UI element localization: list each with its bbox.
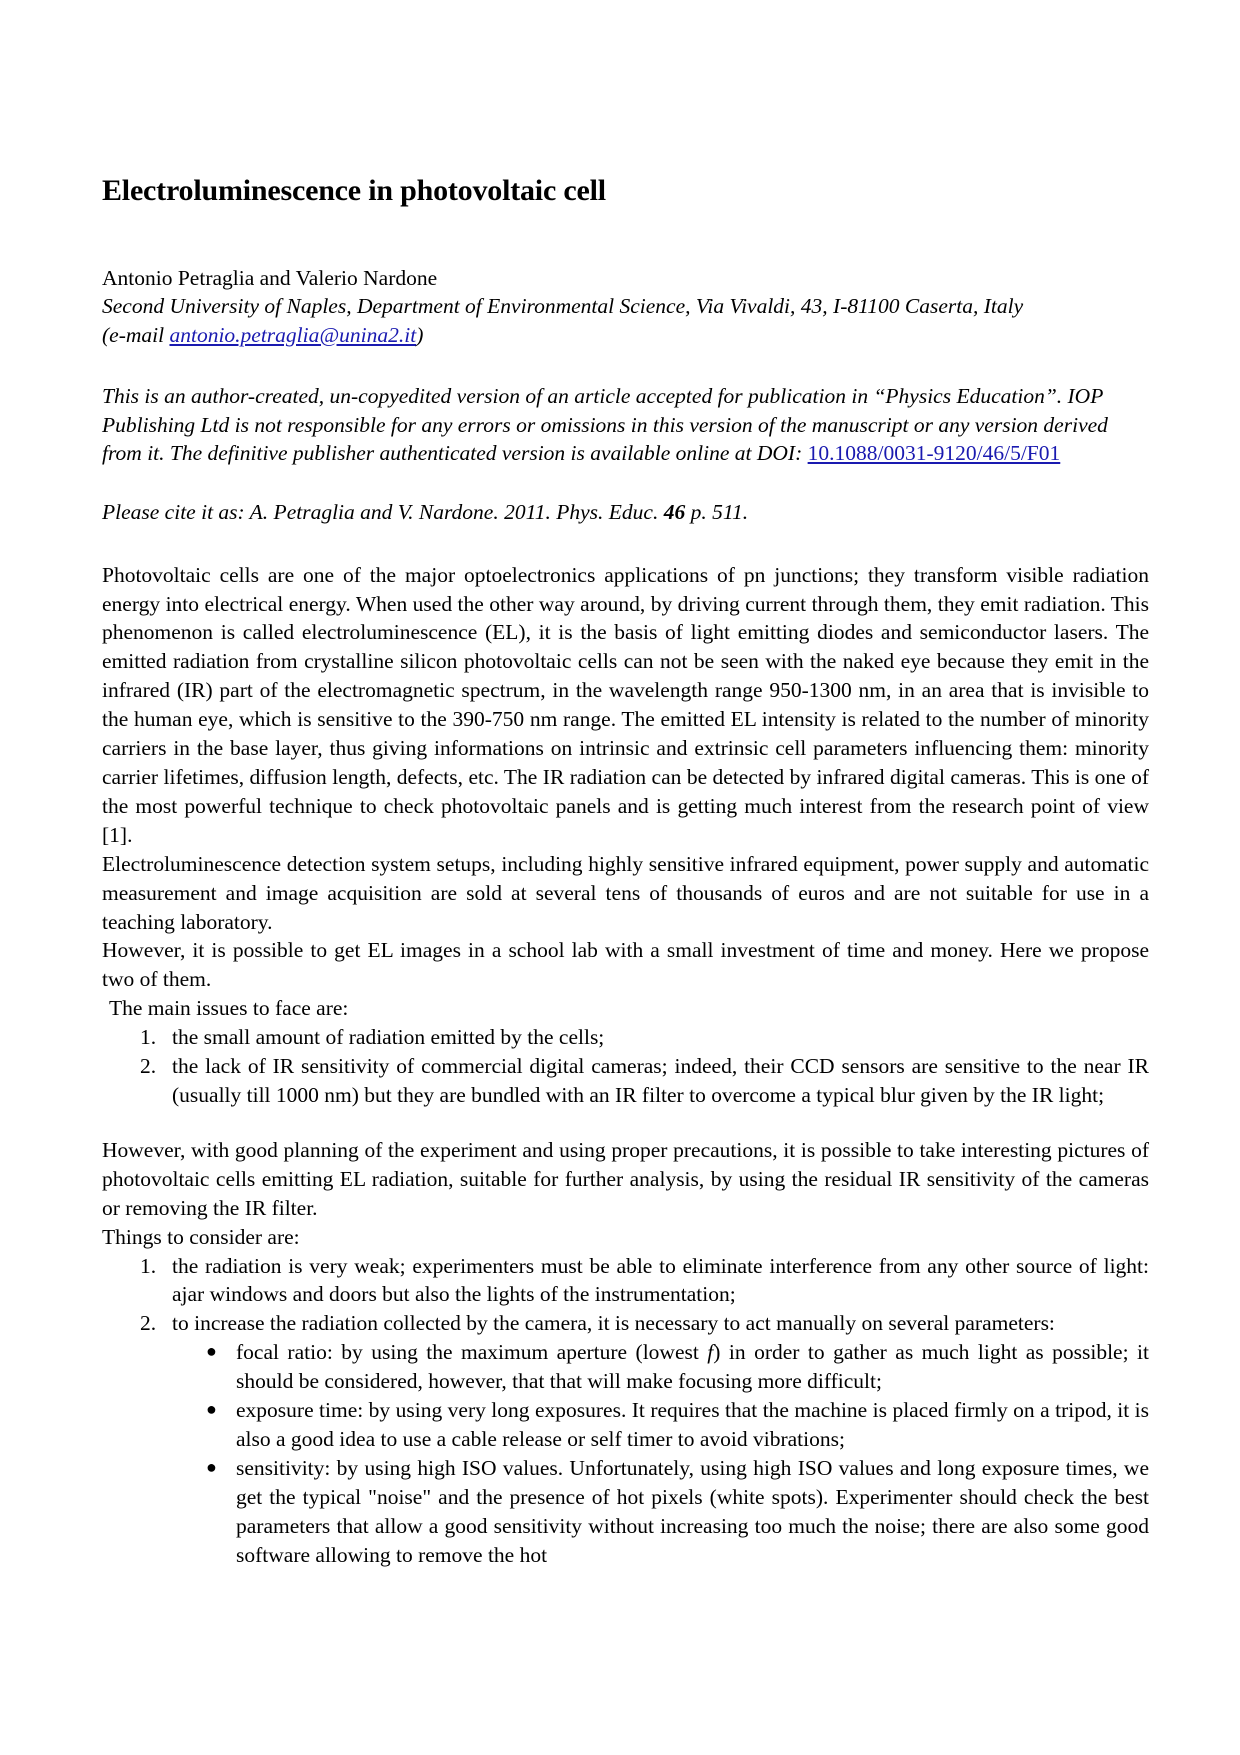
list-item (102, 1454, 1149, 1570)
list-item-text: exposure time: by using very long exposures. It requires that the machine is placed firmly on a tripod, it is also a good idea to use a cable release or self timer to avoid vibrations; (236, 1398, 1149, 1451)
publisher-disclaimer (102, 382, 1149, 468)
doi-separator: : (795, 441, 808, 466)
parameters-list (102, 1338, 1149, 1569)
bullet-icon: ● (206, 1341, 217, 1362)
citation-prefix: Please cite it as: A. Petraglia and V. Nardone. 2011. Phys. Educ. (102, 500, 664, 525)
list-marker: 1. (140, 1253, 157, 1278)
body-content (102, 561, 1149, 1570)
email-line (102, 321, 1149, 350)
list-item (102, 1338, 1149, 1396)
paragraph-school-lab: However, it is possible to get EL images in a school lab with a small investment of time and money. Here we propose two of them. (102, 938, 1149, 992)
list-item-text: sensitivity: by using high ISO values. Unfortunately, using high ISO values and long exposure times, we get the typical "noise" and the presence of hot pixels (white spots). Experimenter should check the best parameters that allow a good sensitivity without increasing too much the noise; there are also some good software allowing to remove the hot (236, 1455, 1149, 1567)
list-marker: 2. (140, 1311, 157, 1336)
considerations-list (102, 1252, 1149, 1339)
issues-list (102, 1023, 1149, 1110)
citation-suffix: p. 511. (685, 500, 749, 525)
considerations-lead-in: Things to consider are: (102, 1224, 300, 1249)
list-marker: 2. (140, 1054, 157, 1079)
list-item-text: the small amount of radiation emitted by the cells; (172, 1025, 605, 1050)
paragraph-spacer (102, 1110, 1149, 1136)
doi-link[interactable]: 10.1088/0031-9120/46/5/F01 (807, 441, 1061, 466)
email-link[interactable]: antonio.petraglia@unina2.it (169, 322, 417, 347)
affiliation: Second University of Naples, Department of Environmental Science, Via Vivaldi, 43, I-81100 Caserta, Italy (102, 294, 1024, 319)
list-item (102, 1396, 1149, 1454)
bullet-icon: ● (206, 1456, 217, 1477)
author-names: Antonio Petraglia and Valerio Nardone (102, 265, 438, 290)
email-suffix: ) (416, 322, 424, 347)
list-item (102, 1023, 1149, 1052)
page-title: Electroluminescence in photovoltaic cell (102, 174, 606, 207)
list-item-text-prefix: focal ratio: by using the maximum aperture (lowest (236, 1340, 708, 1365)
list-item (102, 1309, 1149, 1338)
bullet-icon: ● (206, 1399, 217, 1420)
email-prefix: (e-mail (102, 322, 170, 347)
list-marker: 1. (140, 1025, 157, 1050)
list-item-text-suffix: ) in order to gather as much light as possible; it should be considered, however, that that will make focusing more difficult; (236, 1340, 1149, 1394)
focal-ratio-symbol: f (707, 1340, 714, 1365)
list-item (102, 1252, 1149, 1310)
issues-lead-in: The main issues to face are: (109, 996, 349, 1021)
author-block (102, 264, 1149, 350)
paragraph-good-planning: However, with good planning of the experiment and using proper precautions, it is possible to take interesting pictures of photovoltaic cells emitting EL radiation, suitable for further analysis, by using the residual IR sensitivity of the cameras or removing the IR filter. (102, 1137, 1149, 1220)
disclaimer-text: This is an author-created, un-copyedited version of an article accepted for publication in “Physics Education”. IOP Publishing Ltd is not responsible for any errors or omissions in this version of the manuscript or any version derived from it. The definitive publisher authenticated version is available online at DOI (102, 384, 1108, 466)
list-item-text: the radiation is very weak; experimenters must be able to eliminate interference from any other source of light: ajar windows and doors but also the lights of the instrumentation; (172, 1253, 1149, 1307)
paragraph-detection-systems: Electroluminescence detection system setups, including highly sensitive infrared equipment, power supply and automatic measurement and image acquisition are sold at several tens of thousands of euros and are not suitable for use in a teaching laboratory. (102, 851, 1149, 934)
citation-line (102, 498, 1149, 527)
citation-volume: 46 (663, 500, 686, 525)
paragraph-intro: Photovoltaic cells are one of the major optoelectronics applications of pn junctions; they transform visible radiation energy into electrical energy. When used the other way around, by driving current through them, they emit radiation. This phenomenon is called electroluminescence (EL), it is the basis of light emitting diodes and semiconductor lasers. The emitted radiation from crystalline silicon photovoltaic cells can not be seen with the naked eye because they emit in the infrared (IR) part of the electromagnetic spectrum, in the wavelength range 950-1300 nm, in an area that is invisible to the human eye, which is sensitive to the 390-750 nm range. The emitted EL intensity is related to the number of minority carriers in the base layer, thus giving informations on intrinsic and extrinsic cell parameters influencing them: minority carrier lifetimes, diffusion length, defects, etc. The IR radiation can be detected by infrared digital cameras. This is one of the most powerful technique to check photovoltaic panels and is getting much interest from the research point of view [1]. (102, 562, 1149, 847)
list-item (102, 1052, 1149, 1110)
list-item-text: the lack of IR sensitivity of commercial digital cameras; indeed, their CCD sensors are sensitive to the near IR (usually till 1000 nm) but they are bundled with an IR filter to overcome a typical blur given by the IR light; (172, 1054, 1149, 1107)
page-content (102, 0, 1149, 1569)
list-item-text: to increase the radiation collected by the camera, it is necessary to act manually on several parameters: (172, 1311, 1055, 1336)
